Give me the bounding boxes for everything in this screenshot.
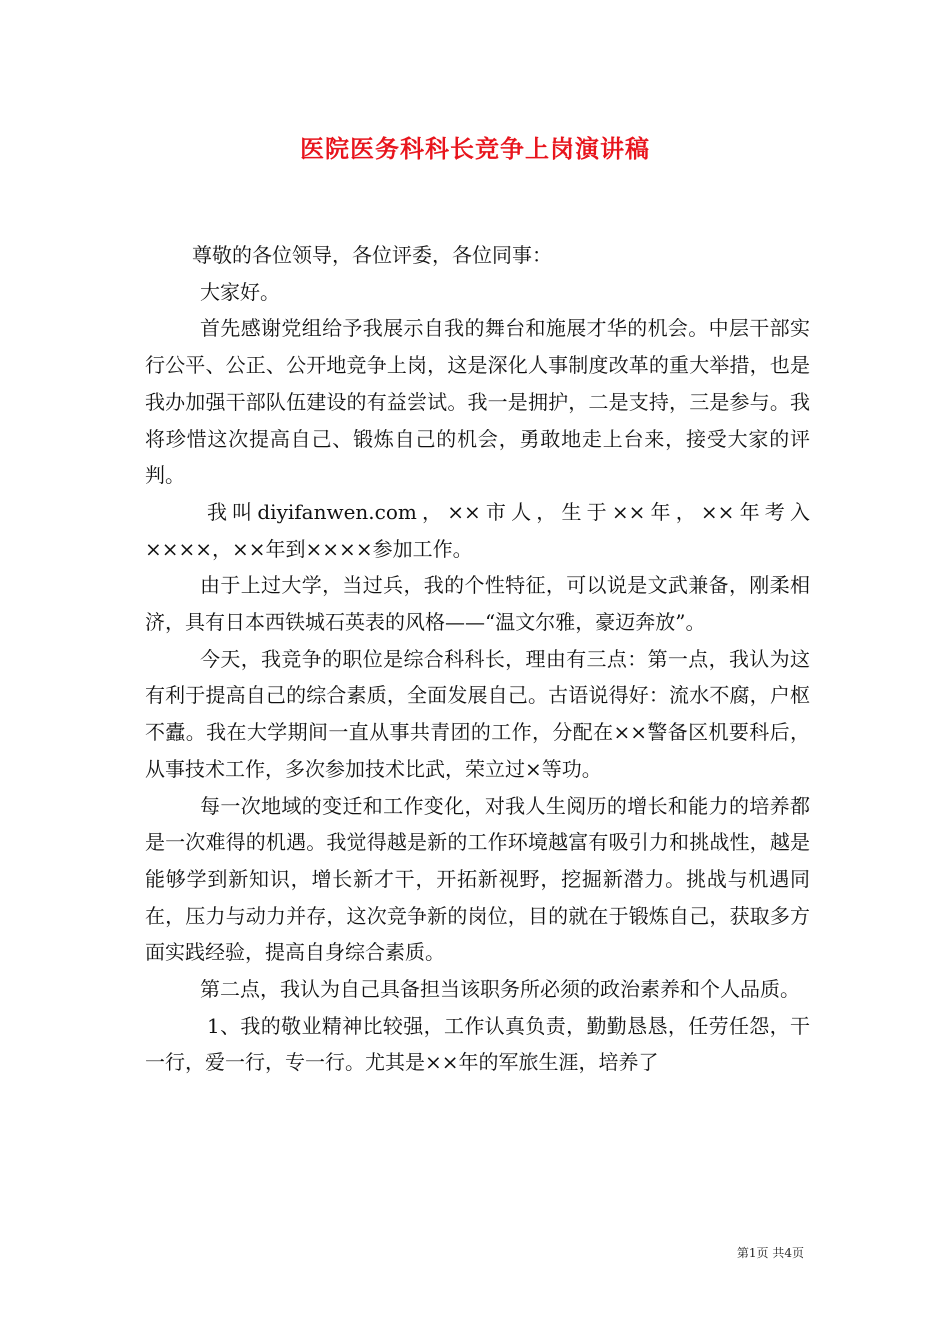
greeting-paragraph: 大家好。 (200, 279, 280, 304)
body-paragraph: 1、我的敬业精神比较强，工作认真负责，勤勤恳恳，任劳任怨，干一行，爱一行，专一行。尤其是××年的军旅生涯，培养了 (145, 1013, 810, 1075)
body-paragraph: 每一次地域的变迁和工作变化，对我人生阅历的增长和能力的培养都是一次难得的机遇。我觉得越是新的工作环境越富有吸引力和挑战性，越是能够学到新知识，增长新才干，开拓新视野，挖掘新潜力。挑战与机遇同在，压力与动力并存，这次竞争新的岗位，目的就在于锻炼自己，获取多方面实践经验，提高自身综合素质。 (145, 793, 810, 965)
body-paragraph: 首先感谢党组给予我展示自我的舞台和施展才华的机会。中层干部实行公平、公正、公开地竞争上岗，这是深化人事制度改革的重大举措，也是我办加强干部队伍建设的有益尝试。我一是拥护，二是支持，三是参与。我将珍惜这次提高自己、锻炼自己的机会，勇敢地走上台来，接受大家的评判。 (145, 316, 810, 488)
salutation-paragraph: 尊敬的各位领导，各位评委，各位同事： (192, 243, 552, 267)
page-number-footer: 第1页 共4页 (736, 1246, 804, 1260)
body-paragraph: 我叫diyifanwen.com，××市人，生于××年，××年考入××××，××年到××××参加工作。 (145, 499, 810, 561)
body-paragraph: 今天，我竞争的职位是综合科科长，理由有三点：第一点，我认为这有利于提高自己的综合素质，全面发展自己。古语说得好：流水不腐，户枢不蠹。我在大学期间一直从事共青团的工作，分配在××警备区机要科后，从事技术工作，多次参加技术比武，荣立过×等功。 (145, 646, 810, 781)
body-paragraph: 由于上过大学，当过兵，我的个性特征，可以说是文武兼备，刚柔相济，具有日本西铁城石英表的风格——“温文尔雅，豪迈奔放”。 (145, 573, 810, 635)
document-body (145, 237, 810, 1081)
body-paragraph: 第二点，我认为自己具备担当该职务所必须的政治素养和个人品质。 (200, 977, 800, 1002)
document-title: 医院医务科科长竞争上岗演讲稿 (300, 134, 650, 163)
